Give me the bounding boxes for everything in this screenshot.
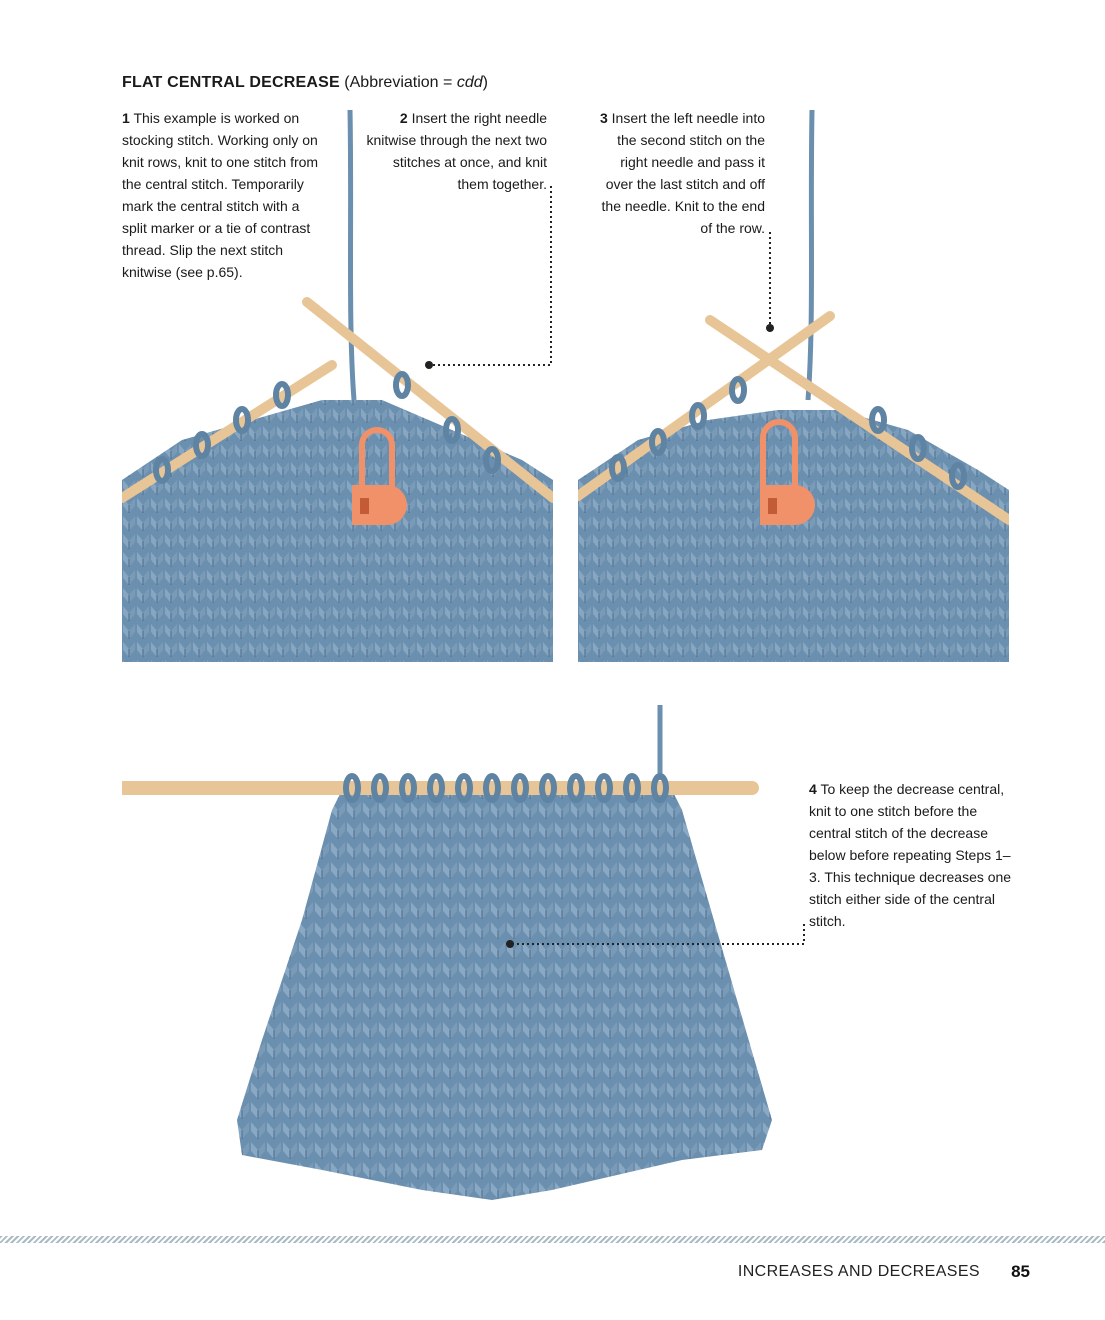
step-2-number: 2: [399, 110, 408, 126]
step-2-text: Insert the right needle knitwise through the next two stitches at once, and knit them together.: [366, 110, 547, 192]
footer-rule: [0, 1236, 1105, 1243]
step-3-leader-dot: [766, 324, 774, 332]
footer-section-title: INCREASES AND DECREASES: [737, 1263, 980, 1280]
page-number: 85: [1011, 1262, 1030, 1281]
heading-abbr-prefix: (Abbreviation =: [344, 74, 457, 91]
step-4-text: To keep the decrease central, knit to one stitch before the central stitch of the decrease below before repeating Steps 1–3. This technique decreases one stitch either side of the central stitch.: [809, 781, 1012, 929]
step-3-number: 3: [599, 110, 608, 126]
step-4-number: 4: [809, 781, 817, 797]
step-1-number: 1: [122, 110, 130, 126]
step-3-text: Insert the left needle into the second stitch on the right needle and pass it over the last stitch and off the needle. Knit to the end of the row.: [601, 110, 765, 236]
heading-title: FLAT CENTRAL DECREASE: [122, 74, 340, 91]
step-1-text: This example is worked on stocking stitch. Working only on knit rows, knit to one stitch from the central stitch. Temporarily mark the central stitch with a split marker or a tie of contrast thread. Slip the next stitch knitwise (see p.65).: [122, 110, 319, 280]
step-4-leader-dot: [506, 940, 514, 948]
heading-abbr-value: cdd: [456, 74, 483, 91]
step-4-leader-line: [510, 924, 804, 944]
heading-abbr-suffix: ): [482, 74, 488, 91]
step-2-leader-line: [430, 186, 551, 365]
step-2-leader-dot: [425, 361, 433, 369]
